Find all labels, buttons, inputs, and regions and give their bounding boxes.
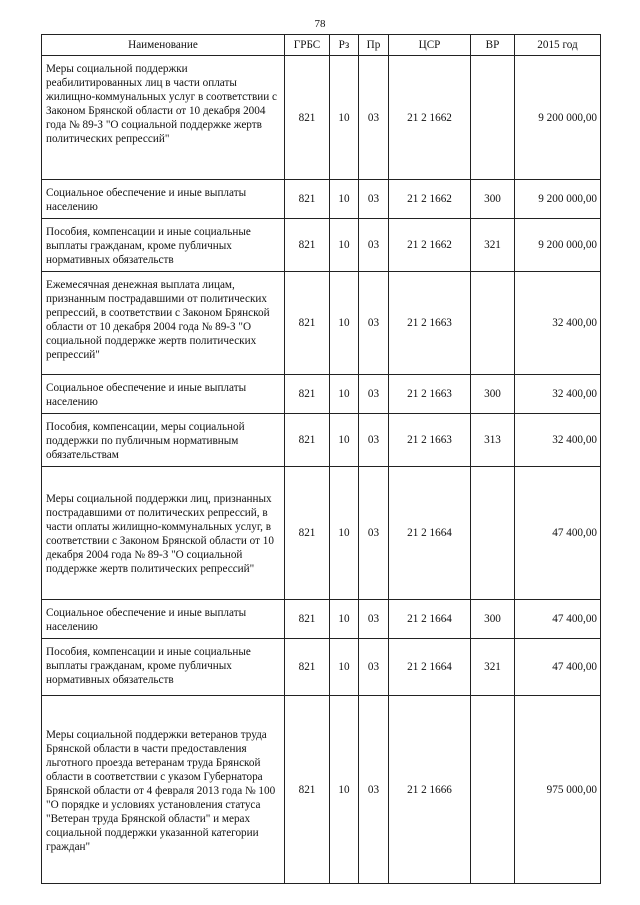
header-vr: ВР (471, 35, 515, 56)
cell-amount: 975 000,00 (515, 696, 601, 884)
table-row (42, 219, 601, 272)
header-csr: ЦСР (389, 35, 471, 56)
cell-amount: 32 400,00 (515, 375, 601, 414)
cell-vr (471, 56, 515, 180)
cell-grbs: 821 (285, 180, 330, 219)
header-year: 2015 год (515, 35, 601, 56)
table-row (42, 467, 601, 600)
table-row (42, 180, 601, 219)
cell-csr: 21 2 1664 (389, 639, 471, 696)
cell-rz: 10 (330, 696, 359, 884)
cell-csr: 21 2 1664 (389, 467, 471, 600)
table-header-row (42, 35, 601, 56)
cell-pr: 03 (359, 56, 389, 180)
table-row (42, 272, 601, 375)
cell-csr: 21 2 1662 (389, 219, 471, 272)
cell-name: Меры социальной поддержки ветеранов труда Брянской области в части предоставления льготного проезда ветеранам труда Брянской области в соответствии с указом Губернатора Брянской области от 4 февраля 2013 года № 100 "О порядке и условиях установления статуса "Ветеран труда Брянской области" и мерах социальной поддержки указанной категории граждан" (42, 696, 285, 884)
cell-vr (471, 272, 515, 375)
cell-pr: 03 (359, 600, 389, 639)
cell-pr: 03 (359, 375, 389, 414)
cell-grbs: 821 (285, 639, 330, 696)
table-row (42, 375, 601, 414)
cell-vr: 321 (471, 219, 515, 272)
header-rz: Рз (330, 35, 359, 56)
header-pr: Пр (359, 35, 389, 56)
cell-amount: 47 400,00 (515, 639, 601, 696)
cell-grbs: 821 (285, 272, 330, 375)
cell-rz: 10 (330, 375, 359, 414)
cell-pr: 03 (359, 180, 389, 219)
cell-grbs: 821 (285, 600, 330, 639)
cell-name: Меры социальной поддержки реабилитированных лиц в части оплаты жилищно-коммунальных услуг в соответствии с Законом Брянской области от 10 декабря 2004 года № 89-З "О социальной поддержке жертв политических репрессий" (42, 56, 285, 180)
cell-csr: 21 2 1664 (389, 600, 471, 639)
cell-csr: 21 2 1663 (389, 414, 471, 467)
cell-rz: 10 (330, 467, 359, 600)
header-grbs: ГРБС (285, 35, 330, 56)
cell-pr: 03 (359, 414, 389, 467)
cell-rz: 10 (330, 600, 359, 639)
cell-amount: 9 200 000,00 (515, 180, 601, 219)
cell-vr: 321 (471, 639, 515, 696)
cell-vr (471, 696, 515, 884)
cell-vr (471, 467, 515, 600)
cell-csr: 21 2 1662 (389, 56, 471, 180)
cell-pr: 03 (359, 272, 389, 375)
cell-pr: 03 (359, 696, 389, 884)
cell-name: Ежемесячная денежная выплата лицам, признанным пострадавшими от политических репрессий, в соответствии с Законом Брянской области от 10 декабря 2004 года № 89-З "О социальной поддержке жертв политических репрессий" (42, 272, 285, 375)
cell-grbs: 821 (285, 467, 330, 600)
cell-amount: 32 400,00 (515, 272, 601, 375)
cell-name: Социальное обеспечение и иные выплаты населению (42, 600, 285, 639)
cell-amount: 32 400,00 (515, 414, 601, 467)
cell-csr: 21 2 1662 (389, 180, 471, 219)
table-row (42, 414, 601, 467)
page-number: 78 (314, 18, 326, 30)
cell-csr: 21 2 1663 (389, 375, 471, 414)
cell-csr: 21 2 1666 (389, 696, 471, 884)
cell-grbs: 821 (285, 219, 330, 272)
cell-rz: 10 (330, 414, 359, 467)
table-row (42, 639, 601, 696)
cell-name: Меры социальной поддержки лиц, признанных пострадавшими от политических репрессий, в части оплаты жилищно-коммунальных услуг, в соответствии с Законом Брянской области от 10 декабря 2004 года № 89-З "О социальной поддержке жертв политических репрессий" (42, 467, 285, 600)
cell-pr: 03 (359, 639, 389, 696)
cell-name: Пособия, компенсации, меры социальной поддержки по публичным нормативным обязательствам (42, 414, 285, 467)
cell-pr: 03 (359, 219, 389, 272)
cell-amount: 47 400,00 (515, 467, 601, 600)
cell-vr: 300 (471, 600, 515, 639)
cell-name: Социальное обеспечение и иные выплаты населению (42, 180, 285, 219)
cell-vr: 313 (471, 414, 515, 467)
cell-name: Социальное обеспечение и иные выплаты населению (42, 375, 285, 414)
cell-csr: 21 2 1663 (389, 272, 471, 375)
table-row (42, 600, 601, 639)
cell-amount: 9 200 000,00 (515, 219, 601, 272)
cell-amount: 9 200 000,00 (515, 56, 601, 180)
budget-table (41, 34, 601, 884)
cell-name: Пособия, компенсации и иные социальные выплаты гражданам, кроме публичных нормативных обязательств (42, 219, 285, 272)
cell-vr: 300 (471, 180, 515, 219)
cell-rz: 10 (330, 639, 359, 696)
cell-grbs: 821 (285, 696, 330, 884)
header-name: Наименование (42, 35, 285, 56)
cell-amount: 47 400,00 (515, 600, 601, 639)
cell-grbs: 821 (285, 56, 330, 180)
table-row (42, 696, 601, 884)
cell-name: Пособия, компенсации и иные социальные выплаты гражданам, кроме публичных нормативных обязательств (42, 639, 285, 696)
cell-rz: 10 (330, 180, 359, 219)
cell-grbs: 821 (285, 375, 330, 414)
cell-grbs: 821 (285, 414, 330, 467)
cell-vr: 300 (471, 375, 515, 414)
cell-rz: 10 (330, 219, 359, 272)
cell-rz: 10 (330, 272, 359, 375)
cell-rz: 10 (330, 56, 359, 180)
cell-pr: 03 (359, 467, 389, 600)
table-row (42, 56, 601, 180)
